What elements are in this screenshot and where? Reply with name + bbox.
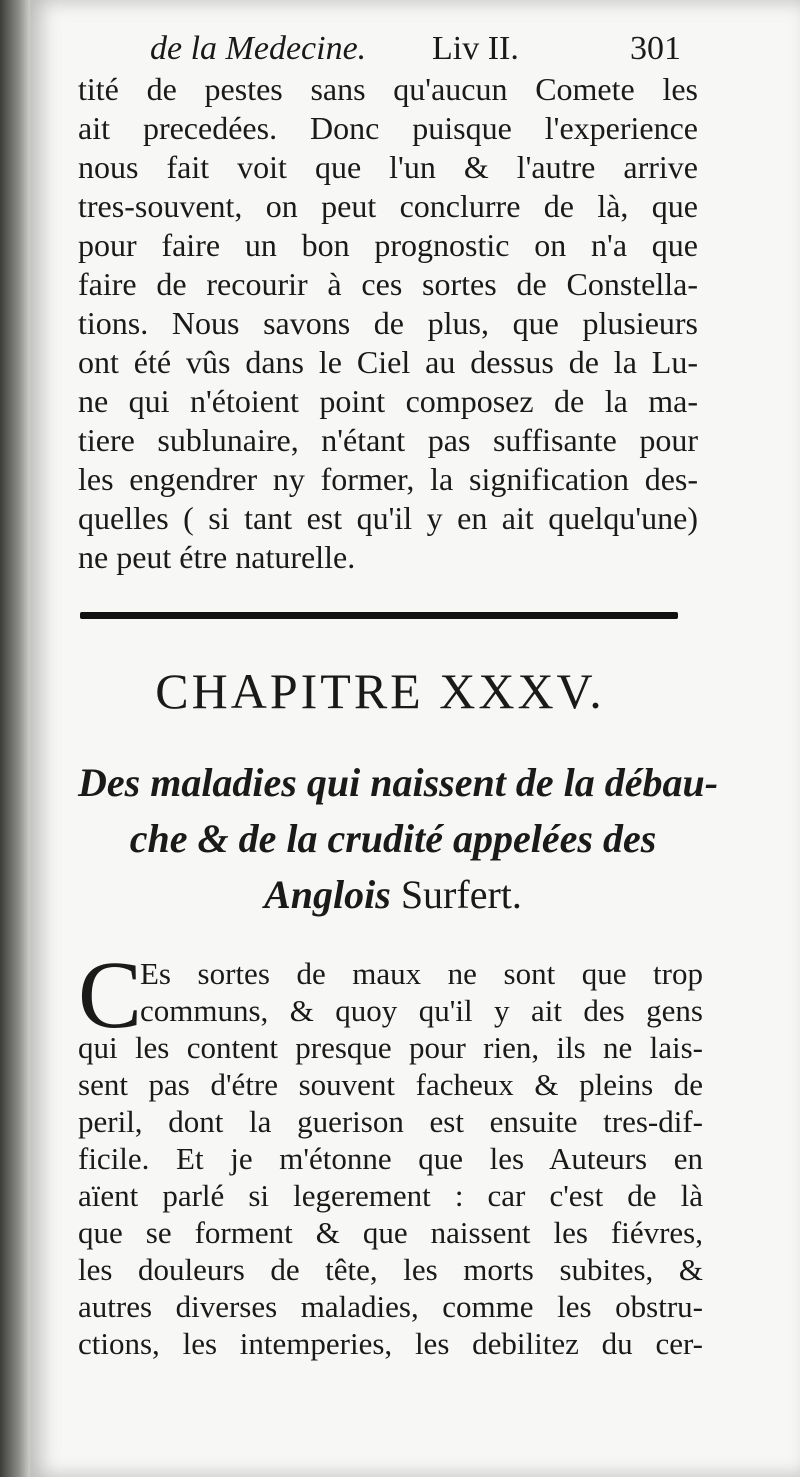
- text-line: faire de recourir à ces sortes de Constella-: [78, 266, 698, 302]
- running-head: [150, 30, 700, 75]
- subtitle-line: Des maladies qui naissent de la débau-: [78, 760, 719, 805]
- text-line: Es sortes de maux ne sont que trop: [140, 956, 703, 991]
- section-divider-rule: [80, 612, 678, 619]
- text-line: ne qui n'étoient point composez de la ma-: [78, 383, 698, 419]
- text-line: peril, dont la guerison est ensuite tres-dif-: [78, 1104, 703, 1139]
- chapter-paragraph: [78, 941, 703, 1362]
- subtitle-line: che & de la crudité appelées des: [129, 816, 657, 861]
- text-line: que se forment & que naissent les fiévres,: [78, 1215, 703, 1250]
- body-text: [78, 70, 698, 577]
- text-line: ctions, les intemperies, les debilitez du cer-: [78, 1326, 703, 1361]
- page-number: 301: [630, 30, 681, 67]
- chapter-heading: CHAPITRE XXXV.: [155, 663, 605, 719]
- text-line: ficile. Et je m'étonne que les Auteurs en: [78, 1141, 703, 1176]
- subtitle-italic-word: Anglois: [264, 872, 391, 917]
- chapter-subtitle: [78, 755, 719, 923]
- text-line: les douleurs de tête, les morts subites, &: [78, 1252, 703, 1287]
- text-line: communs, & quoy qu'il y ait des gens: [140, 993, 703, 1028]
- text-line: pour faire un bon prognostic on n'a que: [78, 227, 698, 263]
- text-line: qui les content presque pour rien, ils ne lais-: [78, 1030, 703, 1065]
- text-line: tité de pestes sans qu'aucun Comete les: [78, 71, 698, 107]
- text-line: aïent parlé si legerement : car c'est de là: [78, 1178, 703, 1213]
- drop-cap: C: [78, 941, 143, 1048]
- running-head-title: de la Medecine.: [150, 30, 367, 67]
- page-gutter-shadow: [0, 0, 32, 1477]
- text-line: ont été vûs dans le Ciel au dessus de la Lu-: [78, 344, 698, 380]
- text-line: autres diverses maladies, comme les obstru-: [78, 1289, 703, 1324]
- text-line: nous fait voit que l'un & l'autre arrive: [78, 149, 698, 185]
- text-line: ait precedées. Donc puisque l'experience: [78, 110, 698, 146]
- text-line: sent pas d'étre souvent facheux & pleins de: [78, 1067, 703, 1102]
- subtitle-roman-word: Surfert.: [400, 872, 522, 917]
- text-line: tiere sublunaire, n'étant pas suffisante pour: [78, 422, 698, 458]
- text-line: tres-souvent, on peut conclurre de là, que: [78, 188, 698, 224]
- text-line: ne peut étre naturelle.: [78, 539, 356, 575]
- text-line: les engendrer ny former, la signification des-: [78, 461, 698, 497]
- running-head-book: Liv II.: [432, 30, 519, 67]
- subtitle-line: [78, 867, 708, 923]
- text-line: tions. Nous savons de plus, que plusieurs: [78, 305, 698, 341]
- text-line: quelles ( si tant est qu'il y en ait quelqu'une): [78, 500, 698, 536]
